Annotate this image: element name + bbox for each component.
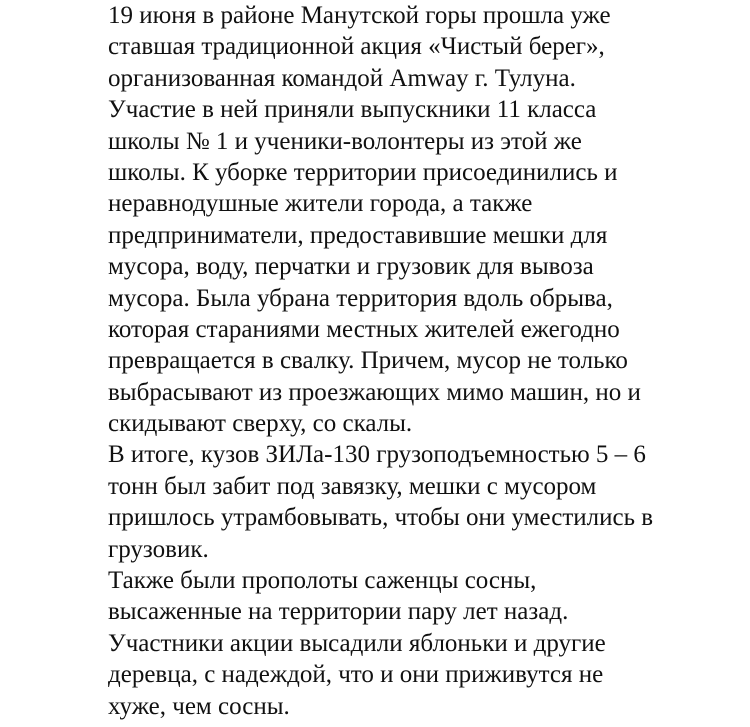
text-line: предприниматели, предоставившие мешки для (108, 221, 608, 249)
text-line: деревца, с надеждой, что и они приживутся не (108, 661, 604, 689)
text-line: В итоге, кузов ЗИЛа-130 грузоподъемностью 5 – 6 (108, 441, 646, 469)
text-line: превращается в свалку. Причем, мусор не только (108, 347, 628, 375)
text-line: тонн был забит под завязку, мешки с мусором (108, 472, 597, 500)
text-line: грузовик. (108, 535, 209, 563)
text-line: Участники акции высадили яблоньки и другие (108, 629, 606, 657)
text-line: организованная командой Amway г. Тулуна. (108, 64, 576, 92)
text-line: высаженные на территории пару лет назад. (108, 598, 569, 626)
text-line: мусора. Была убрана территория вдоль обрыва, (108, 284, 613, 312)
text-line: Также были прополоты саженцы сосны, (108, 567, 537, 595)
text-line: неравнодушные жители города, а также (108, 190, 533, 218)
document-text (108, 0, 748, 722)
text-line: скидывают сверху, со скалы. (108, 410, 413, 438)
text-line: 19 июня в районе Манутской горы прошла уже (108, 2, 611, 29)
text-line: мусора, воду, перчатки и грузовик для вывоза (108, 253, 594, 281)
text-line: ставшая традиционной акция «Чистый берег», (108, 33, 605, 61)
text-line: хуже, чем сосны. (108, 692, 290, 720)
text-line: выбрасывают из проезжающих мимо машин, но и (108, 378, 641, 406)
text-line: Участие в ней приняли выпускники 11 класса (108, 96, 597, 124)
text-line: пришлось утрамбовывать, чтобы они уместились в (108, 504, 654, 532)
text-line: школы № 1 и ученики-волонтеры из этой же (108, 127, 582, 155)
text-line: школы. К уборке территории присоединились и (108, 158, 618, 186)
text-line: которая стараниями местных жителей ежегодно (108, 315, 620, 343)
